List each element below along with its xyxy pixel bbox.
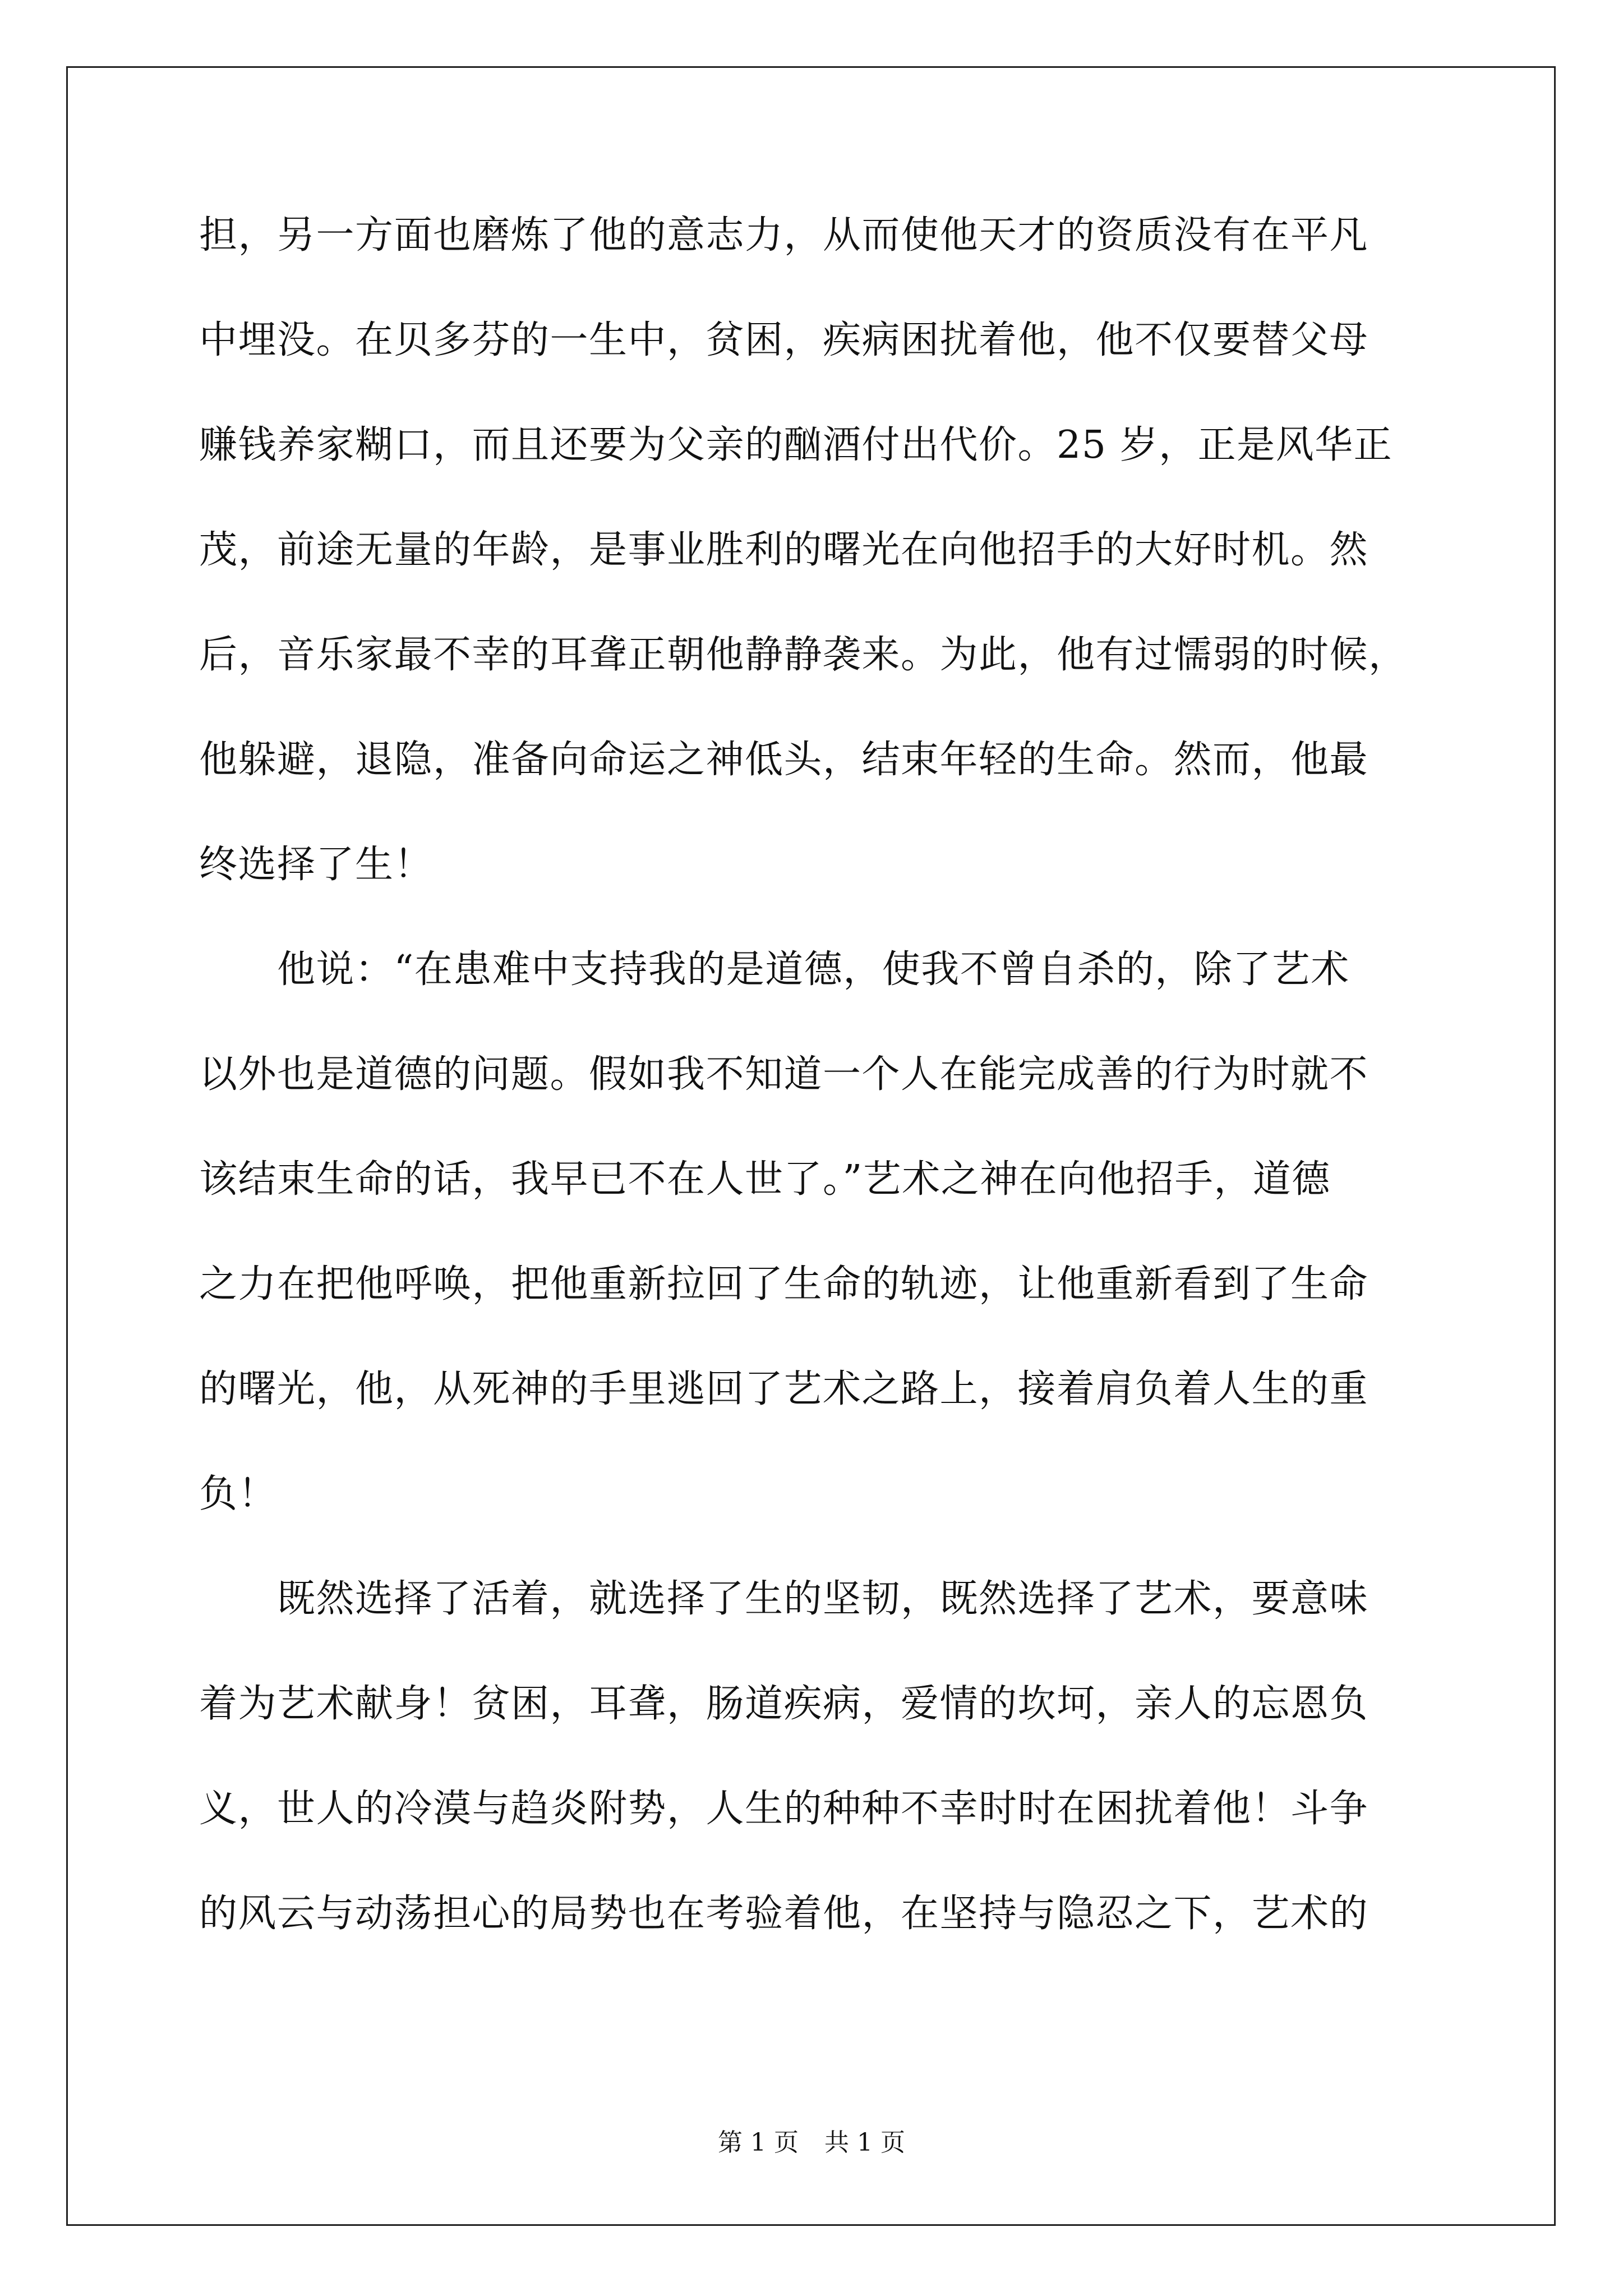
text-line: 义，世人的冷漠与趋炎附势，人生的种种不幸时时在困扰着他！斗争 (199, 1787, 1369, 1831)
text-line: 的风云与动荡担心的局势也在考验着他，在坚持与隐忍之下，艺术的 (199, 1892, 1369, 1936)
page-total: 共 1 页 (824, 2128, 905, 2157)
text-line: 着为艺术献身！贫困，耳聋，肠道疾病，爱情的坎坷，亲人的忘恩负 (199, 1682, 1369, 1726)
text-line: 既然选择了活着，就选择了生的坚韧，既然选择了艺术，要意味 (199, 1577, 1369, 1621)
text-line: 之力在把他呼唤，把他重新拉回了生命的轨迹，让他重新看到了生命 (199, 1262, 1369, 1306)
text-line: 终选择了生！ (199, 843, 434, 887)
text-line: 中埋没。在贝多芬的一生中，贫困，疾病困扰着他，他不仅要替父母 (199, 318, 1369, 362)
text-line: 茂，前途无量的年龄，是事业胜利的曙光在向他招手的大好时机。然 (199, 528, 1369, 572)
text-line: 后，音乐家最不幸的耳聋正朝他静静袭来。为此，他有过懦弱的时候， (199, 633, 1408, 677)
page-footer (0, 2126, 1623, 2160)
text-line: 赚钱养家糊口，而且还要为父亲的酗酒付出代价。25 岁，正是风华正 (199, 423, 1393, 467)
text-line: 以外也是道德的问题。假如我不知道一个人在能完成善的行为时就不 (199, 1052, 1369, 1097)
page-number: 第 1 页 (718, 2128, 799, 2157)
text-line: 担，另一方面也磨炼了他的意志力，从而使他天才的资质没有在平凡 (199, 213, 1369, 257)
text-line: 他说：“在患难中支持我的是道德，使我不曾自杀的，除了艺术 (199, 947, 1350, 992)
text-line: 他躲避，退隐，准备向命运之神低头，结束年轻的生命。然而，他最 (199, 738, 1369, 782)
text-line: 的曙光，他，从死神的手里逃回了艺术之路上，接着肩负着人生的重 (199, 1367, 1369, 1411)
text-line: 负！ (199, 1472, 278, 1516)
text-line: 该结束生命的话，我早已不在人世了。”艺术之神在向他招手，道德 (199, 1157, 1331, 1202)
